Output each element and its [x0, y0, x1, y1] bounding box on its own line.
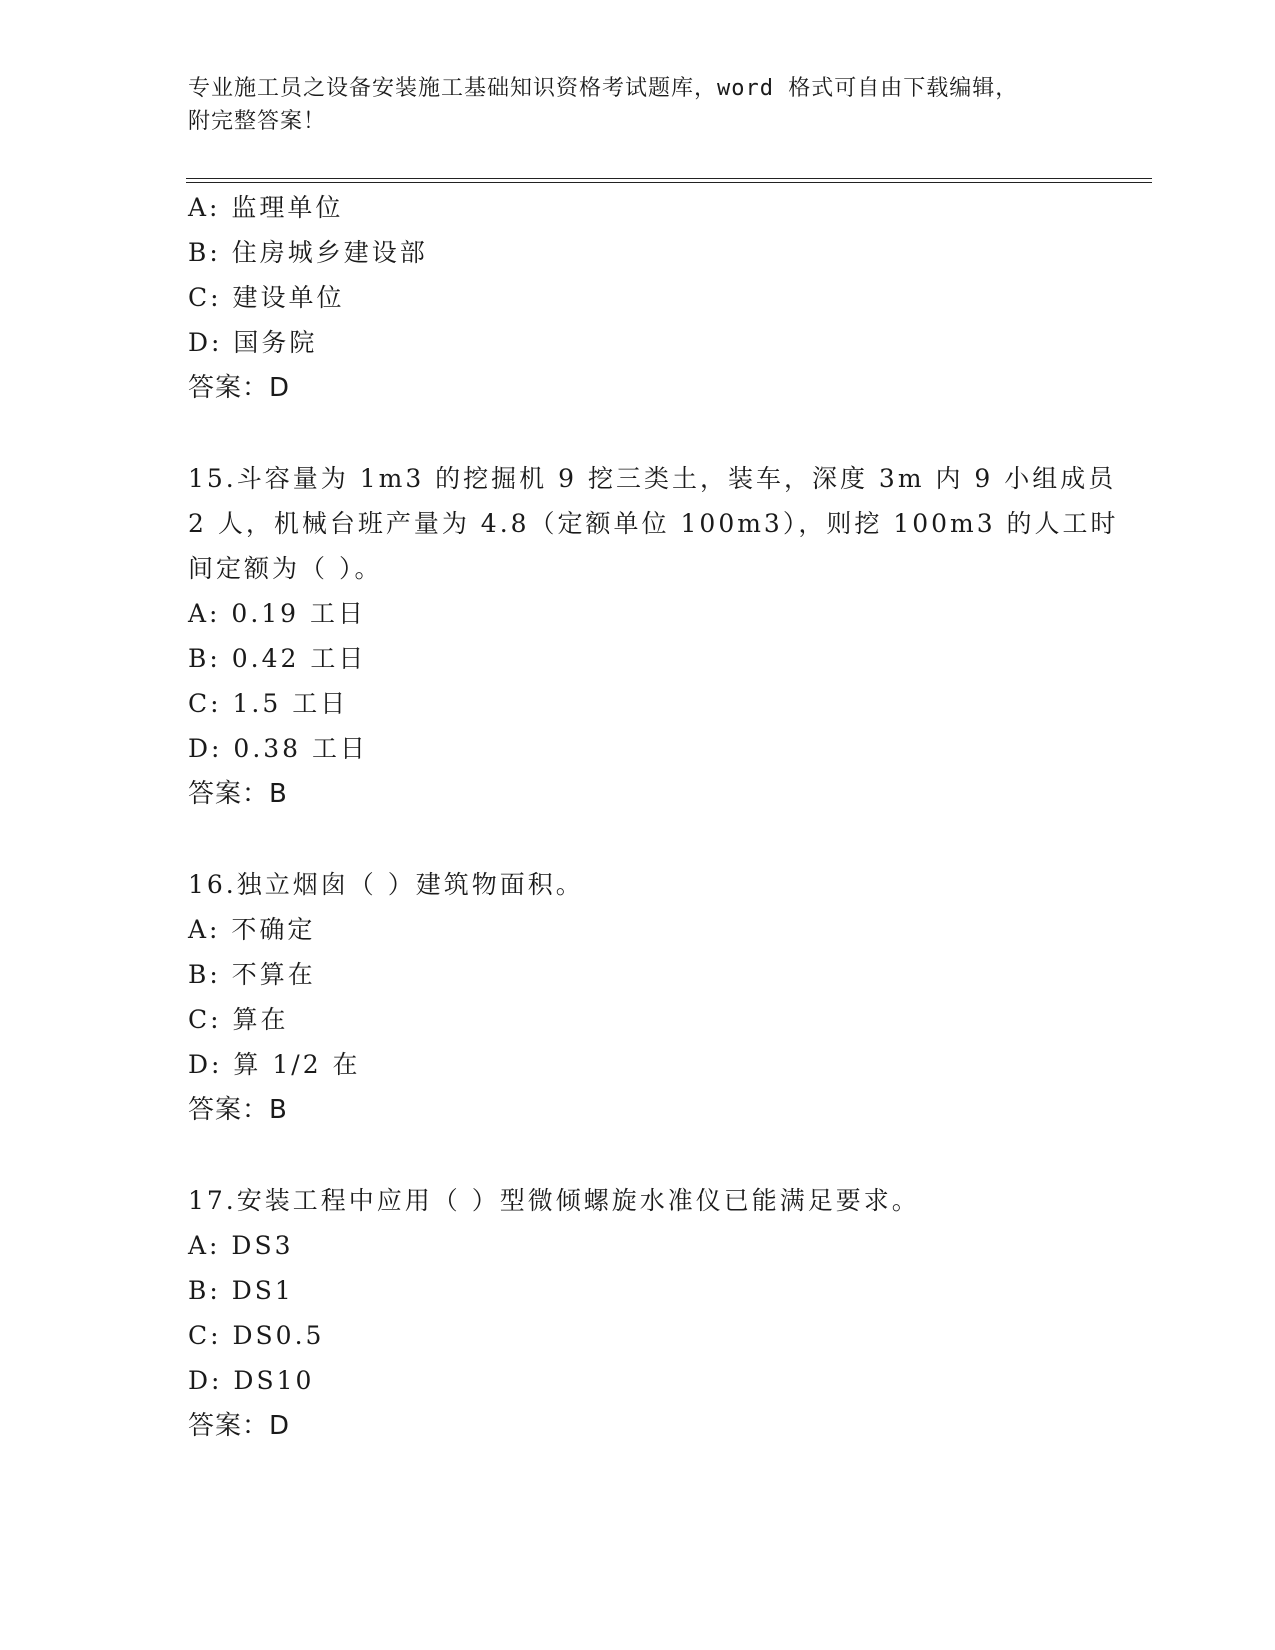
q16-option-c: C: 算在	[188, 1005, 289, 1034]
q15-stem-line-1: 15.斗容量为 1m3 的挖掘机 9 挖三类土，装车，深度 3m 内 9 小组成员	[188, 464, 1117, 493]
header-divider-bottom	[186, 182, 1152, 183]
q17-option-d: D: DS10	[188, 1366, 315, 1395]
q15-option-d: D: 0.38 工日	[188, 734, 369, 763]
q14-option-a: A: 监理单位	[188, 193, 344, 222]
q17-option-c: C: DS0.5	[188, 1321, 325, 1350]
q17-answer: 答案：D	[188, 1411, 291, 1441]
q15-stem-line-2: 2 人，机械台班产量为 4.8（定额单位 100m3），则挖 100m3 的人工时	[188, 509, 1119, 538]
q14-option-c: C: 建设单位	[188, 283, 345, 312]
q17-option-b: B: DS1	[188, 1276, 294, 1305]
q16-option-a: A: 不确定	[188, 915, 316, 944]
header-line-1: 专业施工员之设备安装施工基础知识资格考试题库，word 格式可自由下载编辑，	[188, 76, 1019, 101]
q16-option-b: B: 不算在	[188, 960, 316, 989]
q15-option-b: B: 0.42 工日	[188, 644, 367, 673]
q14-answer: 答案：D	[188, 373, 291, 403]
q16-option-d: D: 算 1/2 在	[188, 1050, 361, 1079]
q15-answer: 答案：B	[188, 779, 288, 809]
q17-option-a: A: DS3	[188, 1231, 294, 1260]
q16-answer: 答案：B	[188, 1095, 288, 1125]
q14-option-d: D: 国务院	[188, 328, 318, 357]
header-divider-top	[186, 178, 1152, 179]
header-line-2: 附完整答案！	[188, 109, 327, 134]
q14-option-b: B: 住房城乡建设部	[188, 238, 428, 267]
q16-stem: 16.独立烟囱（ ）建筑物面积。	[188, 870, 584, 899]
q17-stem: 17.安装工程中应用（ ）型微倾螺旋水准仪已能满足要求。	[188, 1186, 920, 1215]
q15-stem-line-3: 间定额为（ ）。	[188, 554, 383, 583]
q15-option-c: C: 1.5 工日	[188, 689, 349, 718]
q15-option-a: A: 0.19 工日	[188, 599, 367, 628]
document-header	[188, 72, 1088, 138]
